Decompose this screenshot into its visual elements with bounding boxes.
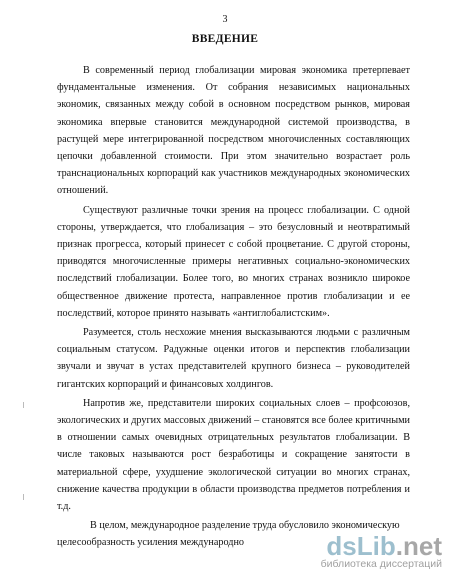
paragraph-5-line-2: целесообразность усиления международно: [57, 537, 245, 549]
document-body: [57, 62, 410, 554]
margin-mark: [23, 402, 24, 408]
page-number: 3: [222, 14, 228, 25]
watermark-caption: библиотека диссертаций: [320, 558, 442, 570]
dslib-watermark: [292, 532, 442, 576]
paragraph-1: В современный период глобализации мировая экономика претерпевает фундаментальные изменения. От собрания независимых национальных экономик, связанных между собой в основном посредством рынков, мировая экономика впервые становится международной системой производства, в растущей мере интегрированной посредством многочисленных составляющих цепочки добавленной стоимости. При этом значительно возрастает роль транснациональных корпораций как участников международных экономических отношений.: [57, 65, 410, 197]
paragraph-3: Разумеется, столь несхожие мнения высказываются людьми с различным социальным статусом. Радужные оценки итогов и перспектив глобализации звучали и звучат в устах представителей крупного бизнеса – руководителей гигантских корпораций и финансовых холдингов.: [57, 327, 410, 390]
paragraph-5-line-1: В целом, международное разделение труда обусловило экономическую: [90, 520, 400, 532]
paragraph-2: Существуют различные точки зрения на процесс глобализации. С одной стороны, утверждается, что глобализация – это безусловный и неотвратимый признак прогресса, который принесет с собой процветание. С другой стороны, приводятся многочисленные примеры негативных социально-экономических последствий глобализации. Более того, во многих странах возникло широкое общественное движение протеста, направленное против глобализации и ее последствий, которое принято называть «антиглобалистским».: [57, 204, 410, 319]
margin-mark: [23, 494, 24, 500]
dslib-logo: dsLib.net: [326, 531, 442, 561]
page-title: ВВЕДЕНИЕ: [191, 33, 259, 45]
paragraph-4: Напротив же, представители широких социальных слоев – профсоюзов, экологических и других массовых движений – становятся все более критичными в отношении самых очевидных отрицательных результатов глобализации. В числе таковых называются рост безработицы и сокращение занятости в материальной сфере, ухудшение экологической ситуации во многих странах, снижение качества продукции в области производства предметов потребления и т.д.: [57, 397, 410, 513]
